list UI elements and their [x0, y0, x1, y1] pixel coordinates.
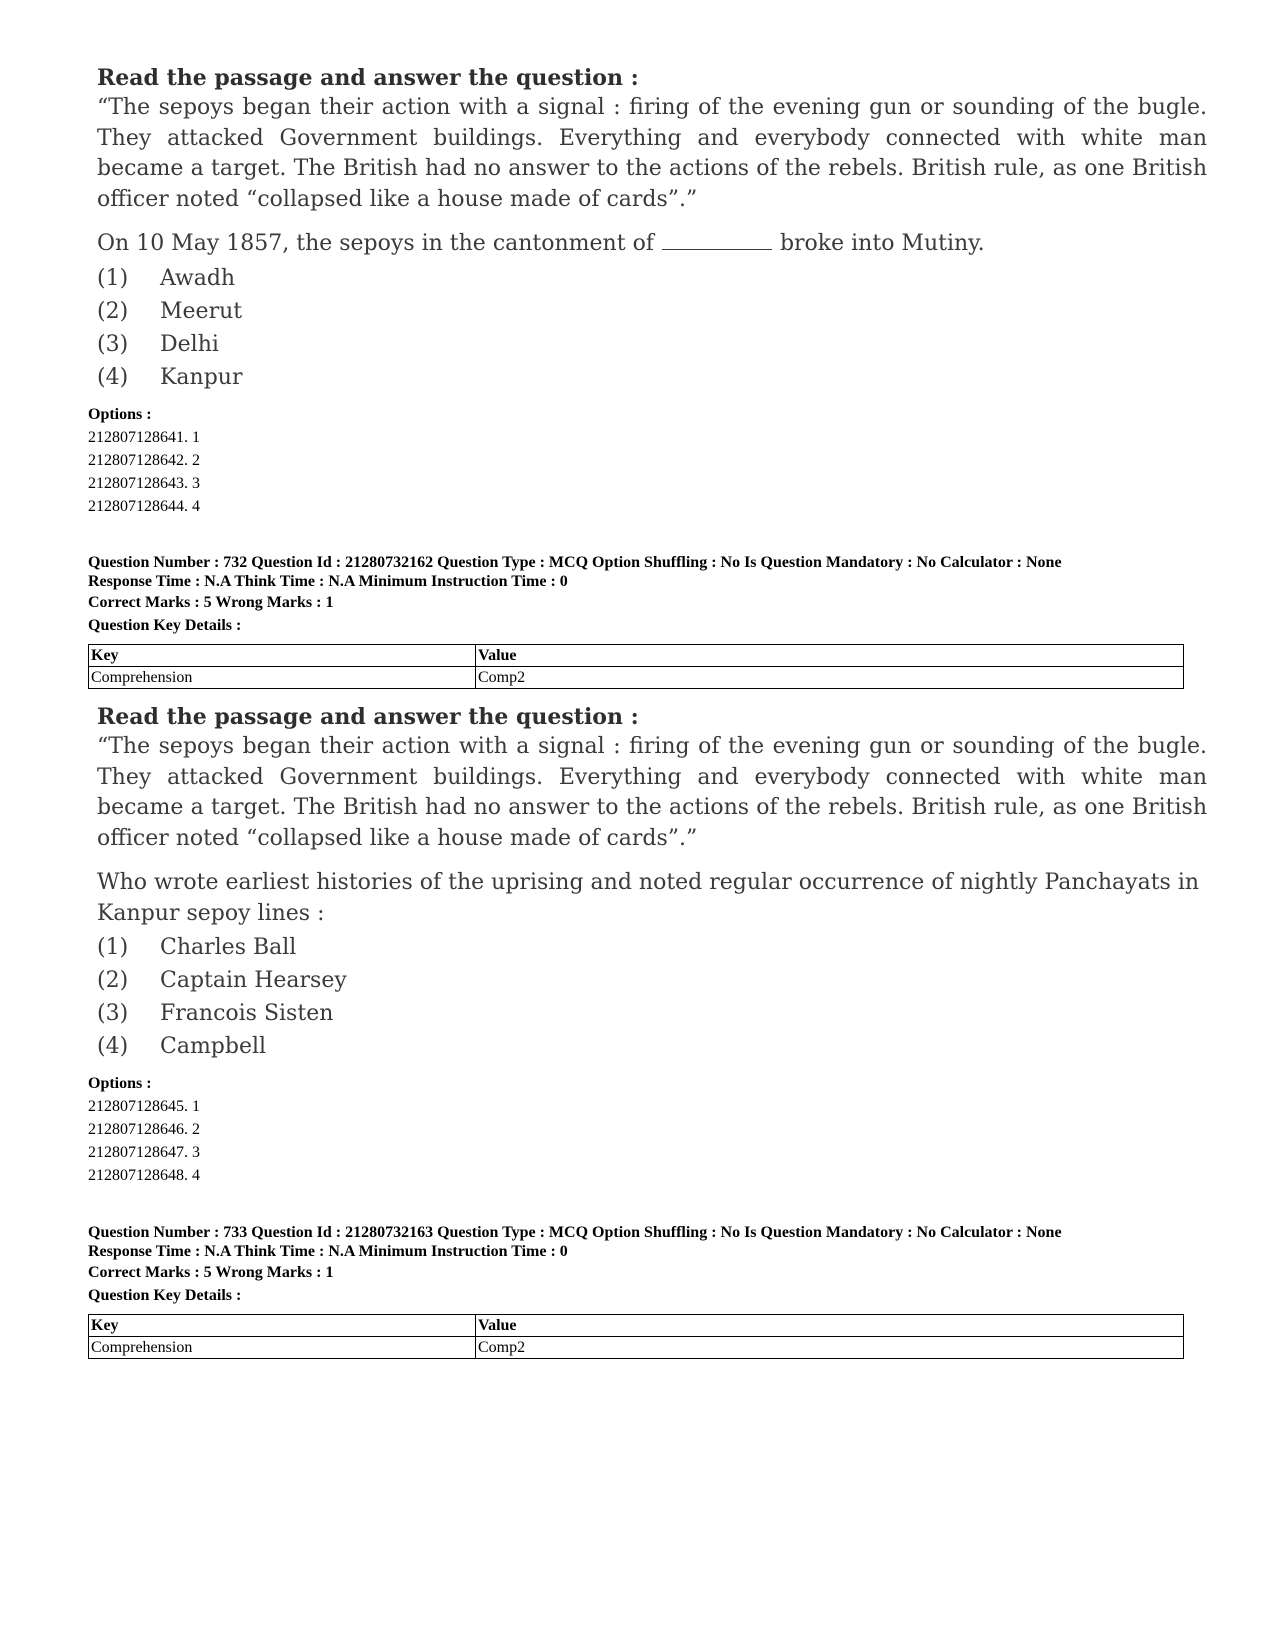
choice-item [97, 262, 1207, 295]
question-stem: Who wrote earliest histories of the uprising and noted regular occurrence of nightly Panchayats in Kanpur sepoy lines : [97, 870, 1200, 926]
question-meta-732 [88, 553, 1198, 637]
option-item: 212807128646. 2 [88, 1121, 200, 1138]
option-item: 212807128644. 4 [88, 498, 200, 515]
choice-number: (2) [97, 298, 129, 324]
choice-item [97, 964, 1207, 997]
response-time-line: Response Time : N.A Think Time : N.A Minimum Instruction Time : 0 [88, 573, 568, 590]
choice-item [97, 328, 1207, 361]
table-row [89, 1337, 1184, 1359]
response-time-line: Response Time : N.A Think Time : N.A Minimum Instruction Time : 0 [88, 1243, 568, 1260]
choice-text: Campbell [160, 1034, 267, 1059]
choice-number: (1) [97, 935, 129, 960]
question-key-table [88, 1314, 1184, 1359]
choice-list [97, 931, 1207, 1063]
choice-text: Kanpur [160, 364, 243, 390]
marks-line: Correct Marks : 5 Wrong Marks : 1 [88, 594, 334, 611]
stem-before: On 10 May 1857, the sepoys in the cantonment of [97, 231, 654, 256]
question-stem [97, 229, 1207, 260]
choice-item [97, 931, 1207, 964]
choice-number: (4) [97, 1034, 129, 1059]
table-cell-value: Comp2 [476, 1337, 1184, 1359]
table-cell-key: Comprehension [89, 1337, 476, 1359]
option-item: 212807128642. 2 [88, 452, 200, 469]
choice-text: Awadh [160, 265, 236, 291]
table-header-value: Value [476, 1315, 1184, 1337]
choice-item [97, 997, 1207, 1030]
table-row [89, 667, 1184, 689]
option-item: 212807128648. 4 [88, 1167, 200, 1184]
question-info-line: Question Number : 732 Question Id : 21280732162 Question Type : MCQ Option Shuffling : No Is Question Mandatory : No Calculator : None [88, 554, 1062, 571]
options-label: Options : [88, 406, 152, 423]
choice-number: (2) [97, 968, 129, 993]
options-label: Options : [88, 1075, 152, 1092]
choice-list [97, 262, 1207, 394]
passage-paragraph: “The sepoys began their action with a signal : firing of the evening gun or sounding of the bugle. They attacked Government buildings. Everything and everybody connected with white man became a target. The British had no answer to the actions of the rebels. British rule, as one British officer noted “collapsed like a house made of cards”.” [97, 734, 1207, 851]
passage-block-2 [97, 702, 1207, 1063]
key-details-label: Question Key Details : [88, 1287, 242, 1304]
choice-number: (3) [97, 331, 129, 357]
choice-number: (1) [97, 265, 129, 291]
table-header-row [89, 645, 1184, 667]
option-item: 212807128645. 1 [88, 1098, 200, 1115]
table-cell-key: Comprehension [89, 667, 476, 689]
choice-item [97, 361, 1207, 394]
passage-paragraph: “The sepoys began their action with a signal : firing of the evening gun or sounding of the bugle. They attacked Government buildings. Everything and everybody connected with white man became a target. The British had no answer to the actions of the rebels. British rule, as one British officer noted “collapsed like a house made of cards”.” [97, 95, 1207, 212]
choice-text: Captain Hearsey [160, 968, 347, 993]
table-header-key: Key [89, 1315, 476, 1337]
option-item: 212807128641. 1 [88, 429, 200, 446]
question-info-line: Question Number : 733 Question Id : 21280732163 Question Type : MCQ Option Shuffling : No Is Question Mandatory : No Calculator : None [88, 1224, 1062, 1241]
passage-block-1 [97, 63, 1207, 394]
table-cell-value: Comp2 [476, 667, 1184, 689]
options-block-2 [88, 1072, 1198, 1187]
choice-text: Francois Sisten [160, 1001, 334, 1026]
question-meta-733 [88, 1223, 1198, 1307]
passage-heading: Read the passage and answer the question : [97, 704, 639, 730]
choice-item [97, 295, 1207, 328]
table-header-row [89, 1315, 1184, 1337]
choice-text: Meerut [160, 298, 243, 324]
choice-text: Charles Ball [160, 935, 297, 960]
choice-number: (3) [97, 1001, 129, 1026]
option-item: 212807128647. 3 [88, 1144, 200, 1161]
option-item: 212807128643. 3 [88, 475, 200, 492]
choice-number: (4) [97, 364, 129, 390]
key-details-label: Question Key Details : [88, 617, 242, 634]
question-key-table [88, 644, 1184, 689]
table-header-value: Value [476, 645, 1184, 667]
fill-blank [662, 248, 772, 250]
choice-text: Delhi [160, 331, 219, 357]
stem-after: broke into Mutiny. [779, 231, 985, 256]
passage-heading: Read the passage and answer the question : [97, 65, 639, 91]
choice-item [97, 1030, 1207, 1063]
table-header-key: Key [89, 645, 476, 667]
options-block-1 [88, 403, 1198, 518]
marks-line: Correct Marks : 5 Wrong Marks : 1 [88, 1264, 334, 1281]
